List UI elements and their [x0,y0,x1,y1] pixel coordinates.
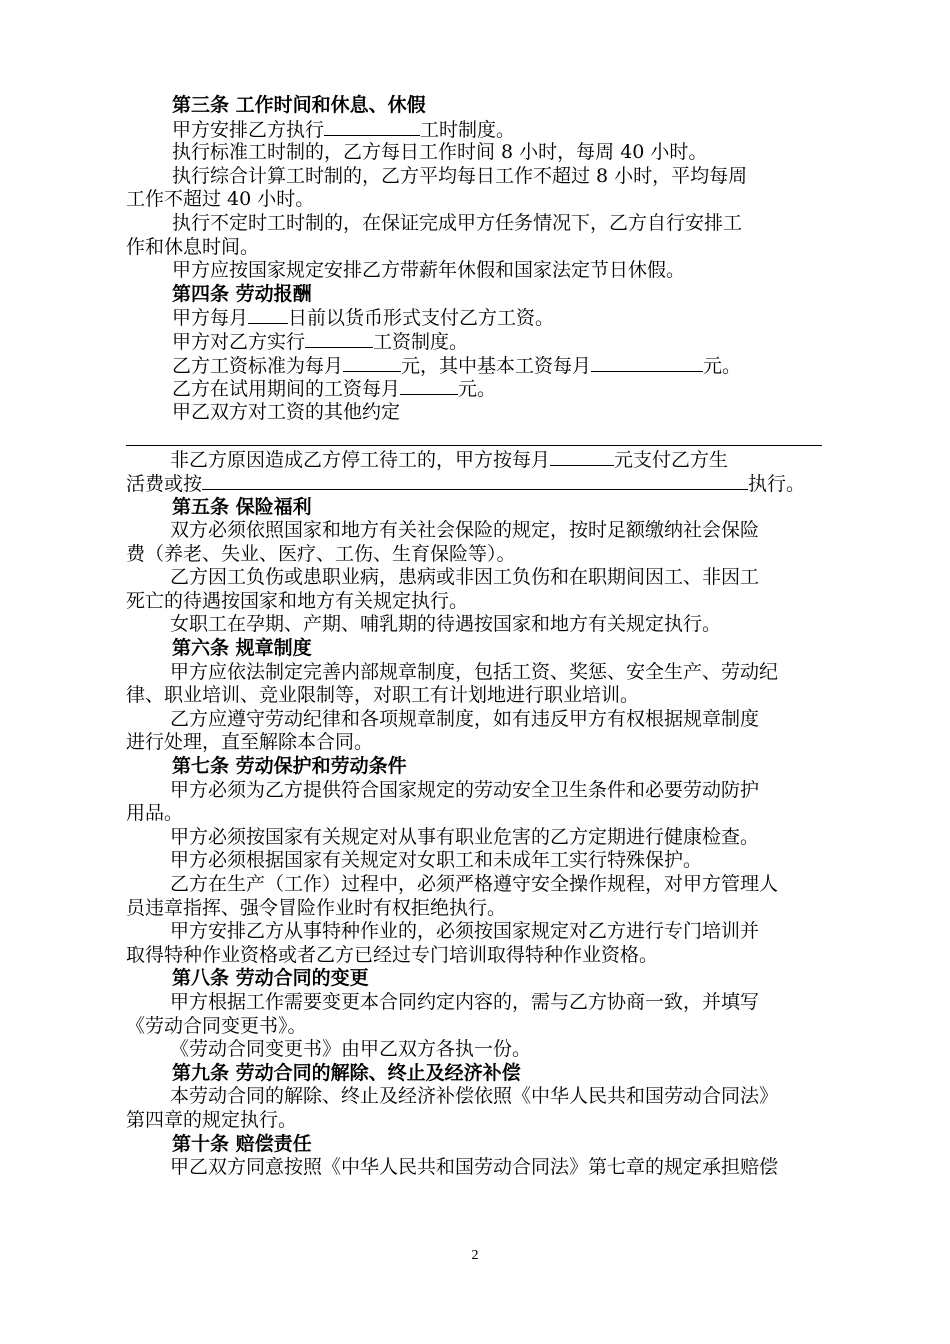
idle-allowance-blank [550,448,614,466]
article-6-line-2b: 进行处理，直至解除本合同。 [126,731,374,754]
article-4-line-1: 甲方每月 日前以货币形式支付乙方工资。 [172,307,555,330]
article-7-line-5a: 甲方安排乙方从事特种作业的，必须按国家规定对乙方进行专门培训并 [170,920,760,943]
article-3-line-3a: 执行综合计算工时制的，乙方平均每日工作不超过 8 小时，平均每周 [172,164,748,187]
article-8-line-1b: 《劳动合同变更书》。 [126,1014,307,1037]
base-wage-blank [591,354,703,372]
living-expense-blank [202,472,748,490]
other-agreement-blank-line [126,424,822,446]
article-7-line-3: 甲方必须根据国家有关规定对女职工和未成年工实行特殊保护。 [170,849,703,872]
article-7-line-4b: 员违章指挥、强令冒险作业时有权拒绝执行。 [126,896,507,919]
article-3-line-5: 甲方应按国家规定安排乙方带薪年休假和国家法定节日休假。 [172,259,686,282]
article-7-line-4a: 乙方在生产（工作）过程中，必须严格遵守安全操作规程，对甲方管理人 [170,873,779,895]
article-8-title: 第八条 劳动合同的变更 [172,967,369,990]
article-5-line-2a: 乙方因工负伤或患职业病，患病或非因工负伤和在职期间因工、非因工 [170,566,760,589]
work-hour-system-blank [324,118,420,136]
wage-system-blank [305,330,373,348]
article-5-line-3: 女职工在孕期、产期、哺乳期的待遇按国家和地方有关规定执行。 [170,613,722,636]
article-7-title: 第七条 劳动保护和劳动条件 [172,755,407,778]
article-3-line-4a: 执行不定时工时制的，在保证完成甲方任务情况下，乙方自行安排工 [172,211,743,234]
monthly-wage-blank [343,354,401,372]
pay-day-blank [248,306,288,324]
article-3-title: 第三条 工作时间和休息、休假 [172,94,426,116]
article-3-line-2: 执行标准工时制的，乙方每日工作时间 8 小时，每周 40 小时。 [172,141,708,164]
article-5-line-2b: 死亡的待遇按国家和地方有关规定执行。 [126,589,469,612]
probation-wage-blank [400,377,458,395]
article-3-line-1: 甲方安排乙方执行 工时制度。 [172,118,516,141]
article-6-line-1b: 律、职业培训、竞业限制等，对职工有计划地进行职业培训。 [126,684,640,707]
contract-page [126,94,822,1180]
article-7-line-5b: 取得特种作业资格或者乙方已经过专门培训取得特种作业资格。 [126,943,659,966]
article-3-line-3b: 工作不超过 40 小时。 [126,188,315,211]
page-number: 2 [471,1248,479,1263]
article-8-line-2: 《劳动合同变更书》由甲乙双方各执一份。 [170,1038,532,1061]
article-9-line-1b: 第四章的规定执行。 [126,1108,298,1131]
article-4-line-3: 乙方工资标准为每月 元，其中基本工资每月 元。 [172,354,742,377]
article-9-title: 第九条 劳动合同的解除、终止及经济补偿 [172,1061,521,1084]
article-7-line-2: 甲方必须按国家有关规定对从事有职业危害的乙方定期进行健康检查。 [170,825,760,848]
article-5-line-1a: 双方必须依照国家和地方有关社会保险的规定，按时足额缴纳社会保险 [170,519,760,542]
article-9-line-1a: 本劳动合同的解除、终止及经济补偿依照《中华人民共和国劳动合同法》 [170,1085,779,1108]
article-10-title: 第十条 赔偿责任 [172,1132,312,1155]
article-8-line-1a: 甲方根据工作需要变更本合同约定内容的，需与乙方协商一致，并填写 [170,990,760,1013]
article-4-title: 第四条 劳动报酬 [172,282,312,305]
article-4-line-2: 甲方对乙方实行 工资制度。 [172,330,469,353]
article-3-line-4b: 作和休息时间。 [126,235,260,258]
article-10-line-1: 甲乙双方同意按照《中华人民共和国劳动合同法》第七章的规定承担赔偿 [170,1156,779,1179]
article-6-title: 第六条 规章制度 [172,637,312,660]
article-4-line-7: 活费或按 执行。 [126,472,806,495]
article-5-line-1b: 费（养老、失业、医疗、工伤、生育保险等）。 [126,542,516,565]
article-7-line-1a: 甲方必须为乙方提供符合国家规定的劳动安全卫生条件和必要劳动防护 [170,778,760,801]
article-4-line-5: 甲乙双方对工资的其他约定 [172,400,401,423]
article-4-line-4: 乙方在试用期间的工资每月 元。 [172,378,497,401]
article-7-line-1b: 用品。 [126,802,184,825]
article-4-line-6: 非乙方原因造成乙方停工待工的，甲方按每月 元支付乙方生 [170,449,729,472]
article-5-title: 第五条 保险福利 [172,495,312,518]
article-6-line-2a: 乙方应遵守劳动纪律和各项规章制度，如有违反甲方有权根据规章制度 [170,707,760,730]
article-6-line-1a: 甲方应依法制定完善内部规章制度，包括工资、奖惩、安全生产、劳动纪 [170,660,779,683]
